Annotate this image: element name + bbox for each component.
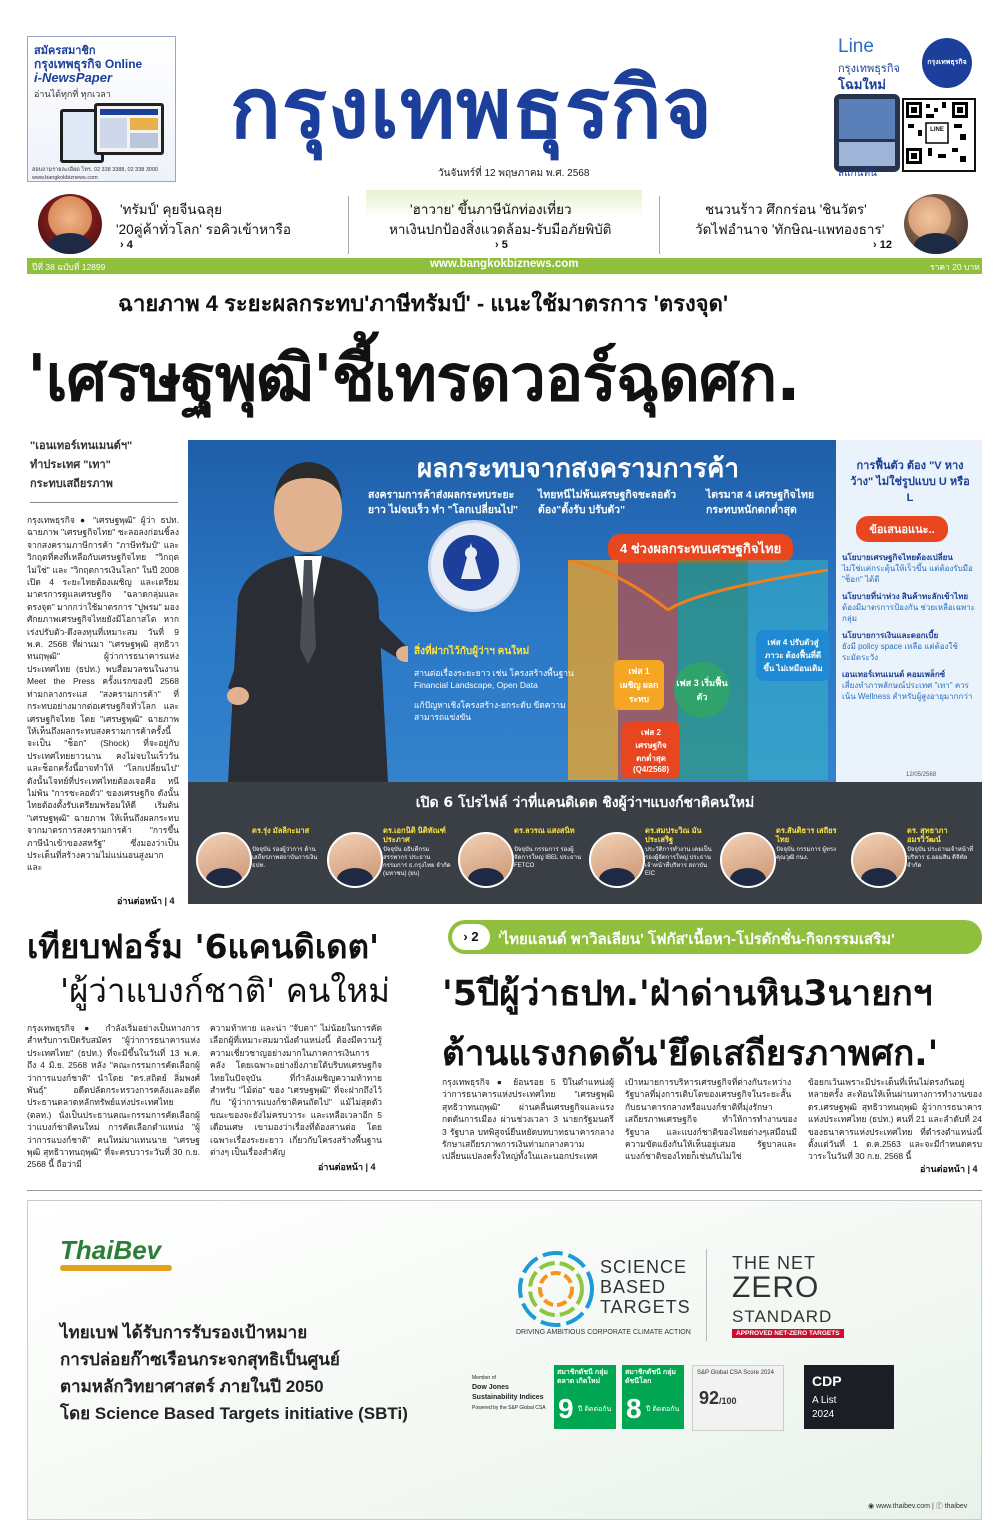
story2-col1: กรุงเทพธุรกิจ ● กำลังเริ่มอย่างเป็นทางการสำหรับการเปิดรับสมัคร "ผู้ว่าการธนาคารแห่งประเทศไทย" (ธปท.) ที่จะมีขึ้นในวันที่ 13 พ.ค. ถึง 4 มิ.ย. 2568 หลัง "คณะกรรมการคัดเลือกผู้ว่าการแบงก์ชาติ" นำโดย "ดร.สถิตย์ ลิ่มพงศ์พันธุ์" อดีตปลัดกระทรวงการคลังและอดีตประธานตลาดหลักทรัพย์แห่งประเทศไทย (ตลท.) นั่งเป็นประธานคณะกรรมการคัดเลือกผู้ว่าแบงก์ชาติคนใหม่ การคัดเลือกตำแหน่ง "ผู้ว่าการแบงก์ชาติ" คนใหม่มาแทนนาย "เศรษฐพุฒิ สุทธิวาทนฤพุฒิ" ที่จะครบวาระวันที่ 30 ก.ย. 2568 นี้ ถือว่ามี [27, 1023, 200, 1170]
candidate-name: ดร.รุ่ง มัลลิกะมาส [252, 826, 310, 835]
section-rule [27, 1190, 982, 1191]
policy3-text: ยังมี policy space เหลือ แต่ต้องใช้ระมัดระวัง [842, 642, 958, 662]
cdp-logo: CDP [812, 1373, 842, 1389]
candidate-card [716, 820, 847, 904]
candidate-photo [327, 832, 383, 888]
ad-text-2: การปล่อยก๊าซเรือนกระจกสุทธิเป็นศูนย์ [60, 1350, 340, 1369]
candidate-card [847, 820, 978, 904]
ad-footer: ◉ www.thaibev.com | ⓕ thaibev [868, 1503, 968, 1510]
device-illustration [58, 103, 168, 165]
story3-headline1[interactable]: '5ปีผู้ว่าธปท.'ฝ่าด่านหิน3นายกฯ [442, 974, 933, 1014]
story3-tagline[interactable]: 'ไทยแลนด์ พาวิลเลียน' โฟกัส'เนื้อหา-โปรดักชั่น-กิจกรรมเสริม' [498, 931, 895, 948]
promo-left-line4: อ่านได้ทุกที่ ทุกเวลา [34, 89, 111, 99]
sp-score-value: 92 [699, 1388, 720, 1408]
story2-col2: ความท้าทาย และน่า "จับตา" ไม่น้อยในการคัดเลือกผู้ที่เหมาะสมมานั่งตำแหน่งนี้ ต้องมีความรู้ความเชี่ยวชาญอย่างมากในภาคการเงินการคลัง โดยเฉพาะอย่างยิ่งภายใต้บริบทเศรษฐกิจไทยในปัจจุบัน ที่กำลังเผชิญความท้าทาย สำหรับ "ไม้ต่อ" ของ "เศรษฐพุฒิ" ที่จะฝากถึงไว้กับ "ผู้ว่าการแบงก์ชาติคนถัดไป" แม้ไม่สุดตัวขณะของจะยังไม่ครบวาระ และเหลือเวลาอีก 5 เดือนเศษ เขามองว่าเรื่องที่ต้องสานต่อ โดยเฉพาะเรื่องระยะยาว เกี่ยวกับโครงสร้างพื้นฐานต่างๆ เป็นเรื่องสำคัญ [210, 1023, 382, 1158]
candidate-card [454, 820, 585, 904]
badge-emerging-num: 9 [558, 1393, 574, 1424]
netzero-text-1: THE NET [732, 1253, 817, 1273]
policy2-text: ต้องมีมาตรการป้องกัน ช่วยเหลือเฉพาะกลุ่ม [842, 603, 975, 623]
recovery-panel [836, 440, 982, 782]
promo-left-line2: กรุงเทพธุรกิจ Online [34, 57, 143, 71]
phase4-badge: เฟส 4 ปรับตัวสู่ภาวะ ต้องฟื้นที่ดีขึ้น ไม่เหมือนเดิม [756, 630, 830, 681]
djsi-block [472, 1373, 552, 1413]
candidates-row [192, 820, 982, 904]
sp-label: S&P Global CSA Score 2024 [697, 1370, 774, 1376]
policy4-text: เสี่ยงทำภาพลักษณ์ประเทศ "เทา" ควรเน้น Wellness สำหรับผู้สูงอายุมากกว่า [842, 681, 973, 701]
sidebar-quote-1: "เอนเทอร์เทนเมนต์ฯ" [30, 440, 133, 452]
policy1-heading: นโยบายเศรษฐกิจไทยต้องเปลี่ยน [842, 553, 953, 562]
teaser-1-line1[interactable]: 'ทรัมป์' คุยจีนฉลุย [120, 202, 222, 217]
sidebar-quote-3: กระทบเสถียรภาพ [30, 478, 113, 490]
promo-left-footer: สอบถามรายละเอียด โทร. 02 338 3388, 02 338 3000 [32, 167, 159, 173]
candidate-card [323, 820, 454, 904]
teaser-divider-1 [348, 196, 349, 254]
badge-world-unit: ปี ติดต่อกัน [646, 1406, 680, 1413]
cdp-card [804, 1365, 894, 1429]
main-cont[interactable]: อ่านต่อหน้า | 4 [117, 896, 175, 906]
main-body: กรุงเทพธุรกิจ ● "เศรษฐพุฒิ" ผู้ว่า ธปท. ฉายภาพ "เศรษฐกิจไทย" ชะลอลงก่อนชิ้ลงจากสงครามภาษีการค้า "ภาษีทรัมป์" และวิกฤตที่คงที่เหลือกับเศรษฐกิจไทย "วิกฤตไม่ใช่" และ "วิกฤตการเงินโลก" ในปี 2008 เปิด 4 ระยะไทยต้องเผชิญ และเตรียมมาตรการดูแลเศรษฐกิจ "ฉลาดกลุ่มและตรงจุด" มากกว่าใช้มาตรการ "ปูพรม" มองศักยภาพเศรษฐกิจไทยยังมีโอกาสโต หากเร่งปรับตัว-ดึงลงทุนที่เหมาะสม วันที่ 9 พ.ค. 2568 ที่ผ่านมา "เศรษฐพุฒิ สุทธิวาทนฤพุฒิ" ผู้ว่าการธนาคารแห่งประเทศไทย (ธปท.) พบสื่อมวลชนในงาน Meet the Press ครั้งแรกของปี 2568 ท่ามกลางกระแส "สงครามการค้า" ที่กระทบอย่างมากต่อเศรษฐกิจทั่วโลก และเศรษฐกิจไทย โดย "เศรษฐพุฒิ" ฉายภาพให้เห็นถึงผลกระทบสงครามการค้าครั้งนี้จะเป็น "ช็อก" (Shock) ที่จะอยู่กับประเทศไทยยาวนาน คงไม่จบในเร็ววัน และช็อกครั้งนี้อาจทำให้ "โลกเปลี่ยนไป" ดังนั้นโจทย์ที่ประเทศไทยต้องเจอคือ หนีไม่พ้น "การชะลอตัว" ของเศรษฐกิจ ดังนั้น ไทยต้องตั้งรับเตรียมพร้อมให้ดี เริ่มต้น "เศรษฐพุฒิ" ฉายภาพ ให้เห็นถึงผลกระทบจากมาตรการสงครามการค้า "การขึ้นภาษีนำเข้าของสหรัฐ" ซึ่งมองว่าเป็นประเด็นที่สร้างความไม่แน่นอนสูงมาก และ [27, 515, 179, 873]
candidate-role: ปัจจุบัน กรรมการ รองผู้จัดการใหญ่ IBEL ประธาน FETCO [514, 847, 582, 869]
story2-headline1[interactable]: เทียบฟอร์ม '6แคนดิเดต' [27, 927, 380, 966]
main-headline[interactable]: 'เศรษฐพุฒิ'ชี้เทรดวอร์ฉุดศก. [27, 342, 800, 416]
badge-emerging-unit: ปี ติดต่อกัน [578, 1406, 612, 1413]
watch-box [414, 644, 586, 774]
promo-left-line3: i-NewsPaper [34, 70, 113, 85]
sbt-text-3: TARGETS [600, 1297, 691, 1317]
teaser-1-page-num: 4 [126, 239, 133, 251]
teaser-2-page: › 5 [495, 239, 508, 251]
candidate-name: ดร.เอกนิติ นิติทัณฑ์ประภาศ [383, 826, 446, 844]
line-badge: LINE [930, 127, 944, 133]
promo-right-line3: โฉมใหม่ [838, 77, 886, 92]
policy4-heading: เอนเทอร์เทนเมนต์ คอมเพล็กซ์ [842, 670, 946, 679]
netzero-text-3: STANDARD [732, 1307, 833, 1326]
promo-right-box[interactable] [830, 36, 982, 182]
teaser-2-line2[interactable]: หาเงินปกป้องสิ่งแวดล้อม-รับมือภัยพิบัติ [389, 222, 612, 237]
candidate-name: ดร.สมประวิณ มันประเสริฐ [645, 826, 702, 844]
story3-col2: เป้าหมายการบริหารเศรษฐกิจที่ต่างกันระหว่างรัฐบาลที่มุ่งการเติบโตของเศรษฐกิจในระยะสั้น กับธนาคารกลางหรือแบงก์ชาติที่มุ่งรักษาเสถียรภาพเศรษฐกิจ ทำให้การทำงานของรัฐบาล และแบงก์ชาติของไทยต่างๆเสมือนมีความขัดแย้งกันให้เห็นอยู่เสมอ รัฐบาลและแบงก์ชาติของไทยก็เช่นกันไม่ใช่ [625, 1077, 797, 1162]
teaser-3-page: › 12 [873, 239, 892, 251]
ad-text-3: ตามหลักวิทยาศาสตร์ ภายในปี 2050 [60, 1377, 324, 1396]
badge-world-top: สมาชิกดัชนี กลุ่มดัชนีโลก [625, 1369, 676, 1385]
phone-illustration [834, 94, 900, 172]
infographic-title: ผลกระทบจากสงครามการค้า [416, 454, 740, 484]
teaser-2-line1[interactable]: 'ฮาวาย' ขึ้นภาษีนักท่องเที่ยว [410, 202, 572, 217]
candidate-name: ดร.สันติธาร เสถียรไทย [776, 826, 837, 844]
sp-score-card [692, 1365, 784, 1431]
watch-item-1: สานต่อเรื่องระยะยาว เช่น โครงสร้างพื้นฐาน Financial Landscape, Open Data [414, 668, 574, 690]
bot-emblem [428, 520, 520, 612]
candidate-role: ปัจจุบัน อธิบดีกรมสรรพากร ประธานกรรมการ ธ.กรุงไทย จำกัด (มหาชน) (ยบ) [383, 847, 451, 877]
phase2-badge: เฟส 2 เศรษฐกิจ ตกต่ำสุด (Q4/2568) [622, 722, 680, 778]
candidate-card [585, 820, 716, 904]
website-link[interactable]: www.bangkokbiznews.com [430, 258, 579, 270]
story3-page-badge: › 2 [452, 924, 490, 950]
candidate-photo [720, 832, 776, 888]
teaser-1-line2[interactable]: '20คู่ค้าทั่วโลก' รอคิวเข้าหารือ [116, 222, 291, 237]
story3-cont[interactable]: อ่านต่อหน้า | 4 [920, 1164, 978, 1174]
badge-emerging-top: สมาชิกดัชนี กลุ่มตลาด เกิดใหม่ [557, 1369, 608, 1385]
ad-text-1: ไทยเบฟ ได้รับการรับรองเป้าหมาย [60, 1323, 308, 1342]
badge-world-num: 8 [626, 1393, 642, 1424]
main-kicker: ฉายภาพ 4 ระยะผลกระทบ'ภาษีทรัมป์' - แนะใช้มาตรการ 'ตรงจุด' [118, 291, 729, 316]
thaibev-logo: ThaiBev [60, 1235, 162, 1265]
avatar-shinawatra [904, 194, 968, 254]
djsi-line2: Dow Jones [472, 1384, 509, 1391]
promo-left-line1: สมัครสมาชิก [34, 45, 96, 57]
candidate-photo [589, 832, 645, 888]
teaser-3-line1[interactable]: ชนวนร้าว ศึกกร่อน 'ชินวัตร' [705, 202, 867, 217]
candidate-role: ประวัติการทำงาน เคยเป็นรองผู้จัดการใหญ่ ประธานเจ้าหน้าที่บริหาร สถาบัน EIC [645, 847, 712, 877]
infographic [188, 440, 982, 904]
policy1-text: ไม่ใช่แค่กระตุ้นให้เร็วขึ้น แต่ต้องรับมือ "ช็อก" ได้ดี [842, 564, 973, 584]
infographic-col3: ไตรมาส 4 เศรษฐกิจไทย กระทบหนักตกต่ำสุด [706, 489, 815, 516]
phase3-badge: เฟส 3 เริ่มฟื้นตัว [674, 662, 730, 718]
teaser-1-page: › 4 [120, 239, 133, 251]
sp-score [699, 1388, 737, 1409]
djsi-line4: Powered by the S&P Global CSA [472, 1405, 546, 1411]
recovery-title: การฟื้นตัว ต้อง "V หางว้าง" ไม่ใช่รูปแบบ U หรือ L [850, 460, 970, 504]
candidate-role: ปัจจุบัน กรรมการ ผู้ทรงคุณวุฒิ กนง. [776, 847, 836, 861]
ad-divider [706, 1249, 707, 1341]
policy3-heading: นโยบายการเงินและดอกเบี้ย [842, 631, 939, 640]
promo-left-url[interactable]: www.bangkokbiznews.com [32, 175, 98, 181]
teaser-3-line2[interactable]: วัดไฟอำนาจ 'ทักษิณ-แพทองธาร' [695, 222, 885, 237]
issue-number: ปีที่ 38 ฉบับที่ 12899 [32, 262, 106, 272]
globe-icon: ◉ [868, 1503, 875, 1510]
promo-left-box[interactable] [27, 36, 176, 182]
cdp-year: 2024 [812, 1409, 835, 1420]
netzero-subtext: APPROVED NET-ZERO TARGETS [732, 1329, 844, 1338]
candidate-card [192, 820, 323, 904]
infographic-col1: สงครามการค้าส่งผลกระทบระยะยาว ไม่จบเร็ว ทำ "โลกเปลี่ยนไป" [368, 489, 519, 516]
sbt-text-1: SCIENCE [600, 1257, 688, 1277]
facebook-icon: ⓕ [935, 1503, 943, 1510]
story3-col1: กรุงเทพธุรกิจ ● ย้อนรอย 5 ปีในตำแหน่งผู้ว่าการธนาคารแห่งประเทศไทย "เศรษฐพุฒิ สุทธิวาทนฤพุฒิ" ผ่านคลื่นเศรษฐกิจและแรงกดดันการเมือง ผ่านช่วงเวลา 3 นายกรัฐมนตรี 3 รัฐบาล บทพิสูจน์ยืนหยัดบทบาทธนาคารกลาง รักษาเสถียรภาพการเงินท่ามกลางความเปลี่ยนแปลงครั้งใหญ่ทั้งในและนอกประเทศ [442, 1077, 614, 1162]
masthead-title: กรุงเทพธุรกิจ [230, 59, 713, 157]
djsi-line3: Sustainability Indices [472, 1394, 544, 1401]
story3-col3: ข้อยกเว้นเพราะมีประเด็นที่เห็นไม่ตรงกันอยู่หลายครั้ง สะท้อนให้เห็นผ่านทางการทำงานของ ดร.เศรษฐพุฒิ สุทธิวาทนฤพุฒิ ผู้ว่าการธนาคารแห่งประเทศไทย (ธปท.) คนที่ 21 และลำดับที่ 24 ของธนาคารแห่งประเทศไทย ที่ดำรงตำแหน่งนี้ตั้งแต่วันที่ 1 ต.ค.2563 และจะมีกำหนดครบวาระในวันที่ 30 ก.ย. 2568 นี้ [808, 1077, 982, 1162]
sp-score-of: /100 [719, 1396, 737, 1406]
watch-item-2: แก้ปัญหาเชิงโครงสร้าง-ยกระดับ ขีดความสามารถแข่งขัน [414, 700, 566, 722]
candidate-photo [851, 832, 907, 888]
watch-title: สิ่งที่ฝากไว้กับผู้ว่าฯ คนใหม่ [414, 646, 530, 657]
badge-emerging [554, 1365, 616, 1429]
candidate-name: ดร. สุทธาภา อมรวิวัฒน์ [907, 826, 948, 844]
candidate-photo [458, 832, 514, 888]
ad-text-4: โดย Science Based Targets initiative (SBTi) [60, 1404, 408, 1423]
netzero-text-2: ZERO [732, 1271, 820, 1304]
qr-code[interactable] [902, 98, 976, 172]
promo-right-line2: กรุงเทพธุรกิจ [838, 63, 900, 75]
sbt-logo-icon [516, 1249, 596, 1329]
teaser-divider-2 [659, 196, 660, 254]
teaser-3-page-num: 12 [879, 239, 892, 251]
candidate-photo [196, 832, 252, 888]
price: ราคา 20 บาท [930, 262, 980, 272]
masthead-date: วันจันทร์ที่ 12 พฤษภาคม พ.ศ. 2568 [438, 168, 590, 179]
badge-world [622, 1365, 684, 1429]
story3-headline2[interactable]: ต้านแรงกดดัน'ยึดเสถียรภาพศก.' [442, 1034, 939, 1074]
thaibev-ad[interactable] [27, 1200, 982, 1520]
chart-label: 4 ช่วงผลกระทบเศรษฐกิจไทย [608, 534, 793, 563]
infographic-col2: ไทยหนีไม่พ้นเศรษฐกิจชะลอตัว ต้อง"ตั้งรับ ปรับตัว" [538, 489, 677, 516]
suggest-title: ข้อเสนอแนะ.. [856, 516, 948, 542]
thaibev-logo-swoosh [60, 1265, 172, 1271]
sbt-subtext: DRIVING AMBITIOUS CORPORATE CLIMATE ACTION [516, 1329, 691, 1336]
policy2-heading: นโยบายที่น่าห่วง สินค้าทะลักเข้าไทย [842, 592, 969, 601]
djsi-line1: Member of [472, 1375, 496, 1381]
infographic-date: 12/05/2568 [906, 772, 937, 778]
avatar-trump [38, 194, 102, 254]
sidebar-quote-2: ทำประเทศ "เทา" [30, 459, 111, 471]
teaser-2-page-num: 5 [501, 239, 508, 251]
promo-right-line1: Line [838, 36, 874, 57]
ad-footer-web[interactable]: www.thaibev.com [876, 1503, 931, 1510]
phase1-badge: เฟส 1 เผชิญ ผลกระทบ [614, 660, 664, 710]
story2-headline2[interactable]: 'ผู้ว่าแบงก์ชาติ' คนใหม่ [60, 971, 390, 1010]
promo-right-badge: กรุงเทพธุรกิจ [922, 38, 972, 88]
story2-cont[interactable]: อ่านต่อหน้า | 4 [318, 1162, 376, 1172]
candidates-title: เปิด 6 โปรไฟล์ ว่าที่แคนดิเดต ชิงผู้ว่าฯแบงก์ชาติคนใหม่ [415, 795, 755, 811]
cdp-alist: A List [812, 1395, 837, 1406]
promo-right-line4: สแกนที่นี่ [838, 168, 877, 179]
candidate-role: ปัจจุบัน รองผู้ว่าการ ด้านเสถียรภาพสถาบันการเงิน ธปท. [252, 847, 318, 869]
story3-page-num: 2 [471, 929, 479, 944]
candidate-name: ดร.ลวรณ แสงสนิท [514, 826, 575, 835]
sbt-text-2: BASED [600, 1277, 667, 1297]
ad-footer-social[interactable]: thaibev [944, 1503, 968, 1510]
candidate-role: ปัจจุบัน ประธานเจ้าหน้าที่บริหาร ธ.ออมสิน ดิจิทัล จำกัด [907, 847, 974, 869]
sidebar-rule [30, 502, 178, 503]
